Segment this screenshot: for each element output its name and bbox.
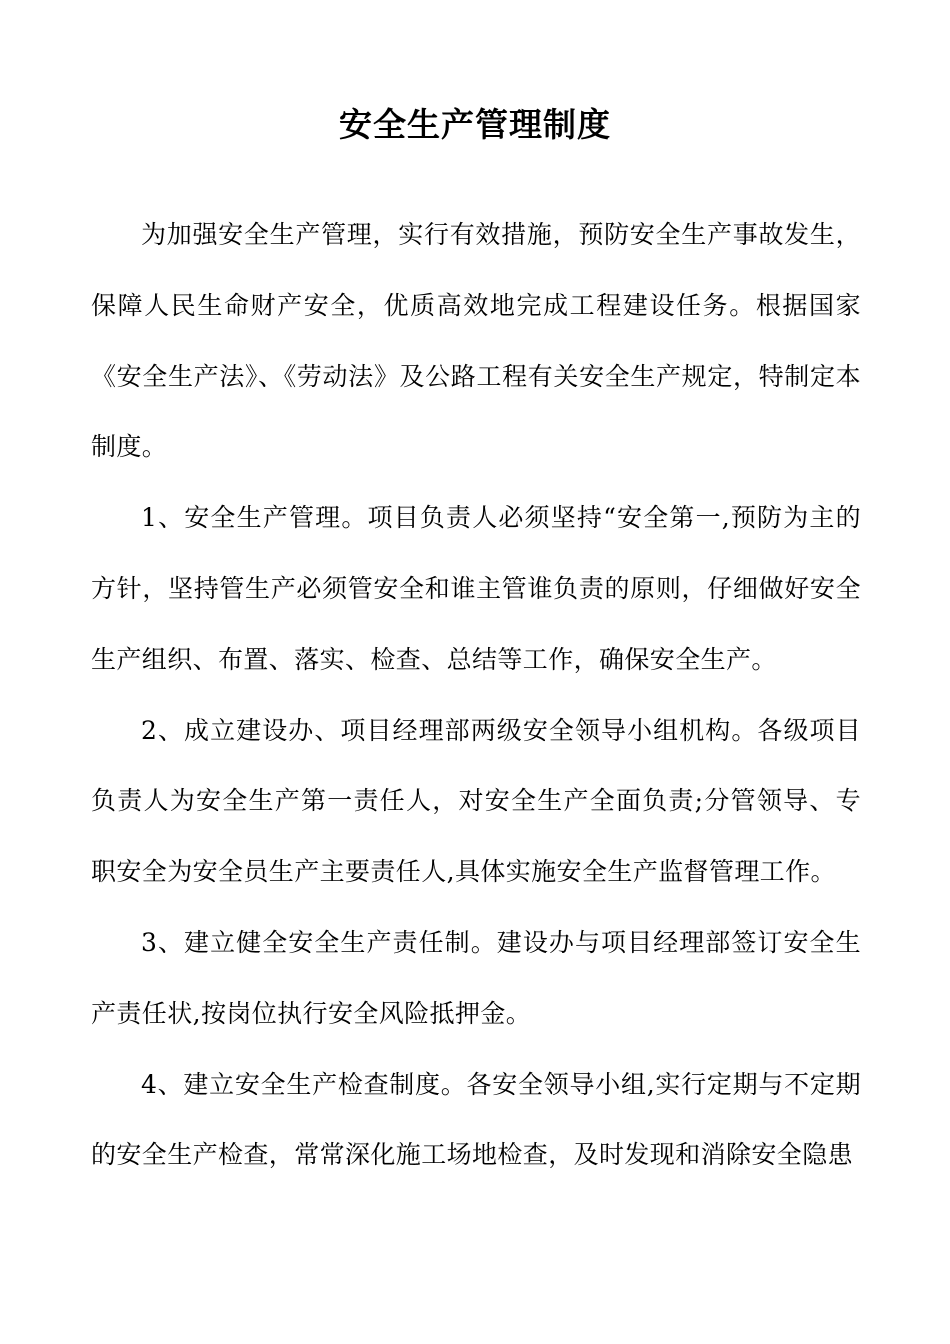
paragraph-item-3: 3、建立健全安全生产责任制。建设办与项目经理部签订安全生产责任状,按岗位执行安全风险抵押金。 xyxy=(91,927,861,1028)
paragraph-item-2: 2、成立建设办、项目经理部两级安全领导小组机构。各级项目负责人为安全生产第一责任人，对安全生产全面负责;分管领导、专职安全为安全员生产主要责任人,具体实施安全生产监督管理工作。 xyxy=(91,715,861,887)
document-title: 安全生产管理制度 xyxy=(339,105,611,144)
document-body xyxy=(91,200,861,1191)
paragraph-item-4: 4、建立安全生产检查制度。各安全领导小组,实行定期与不定期的安全生产检查，常常深化施工场地检查，及时发现和消除安全隐患 xyxy=(91,1069,861,1170)
paragraph-intro: 为加强安全生产管理，实行有效措施，预防安全生产事故发生，保障人民生命财产安全，优质高效地完成工程建设任务。根据国家《安全生产法》、《劳动法》及公路工程有关安全生产规定，特制定本制度。 xyxy=(91,220,861,462)
paragraph-item-1: 1、安全生产管理。项目负责人必须坚持“安全第一,预防为主的方针，坚持管生产必须管安全和谁主管谁负责的原则，仔细做好安全生产组织、布置、落实、检查、总结等工作，确保安全生产。 xyxy=(91,503,861,674)
